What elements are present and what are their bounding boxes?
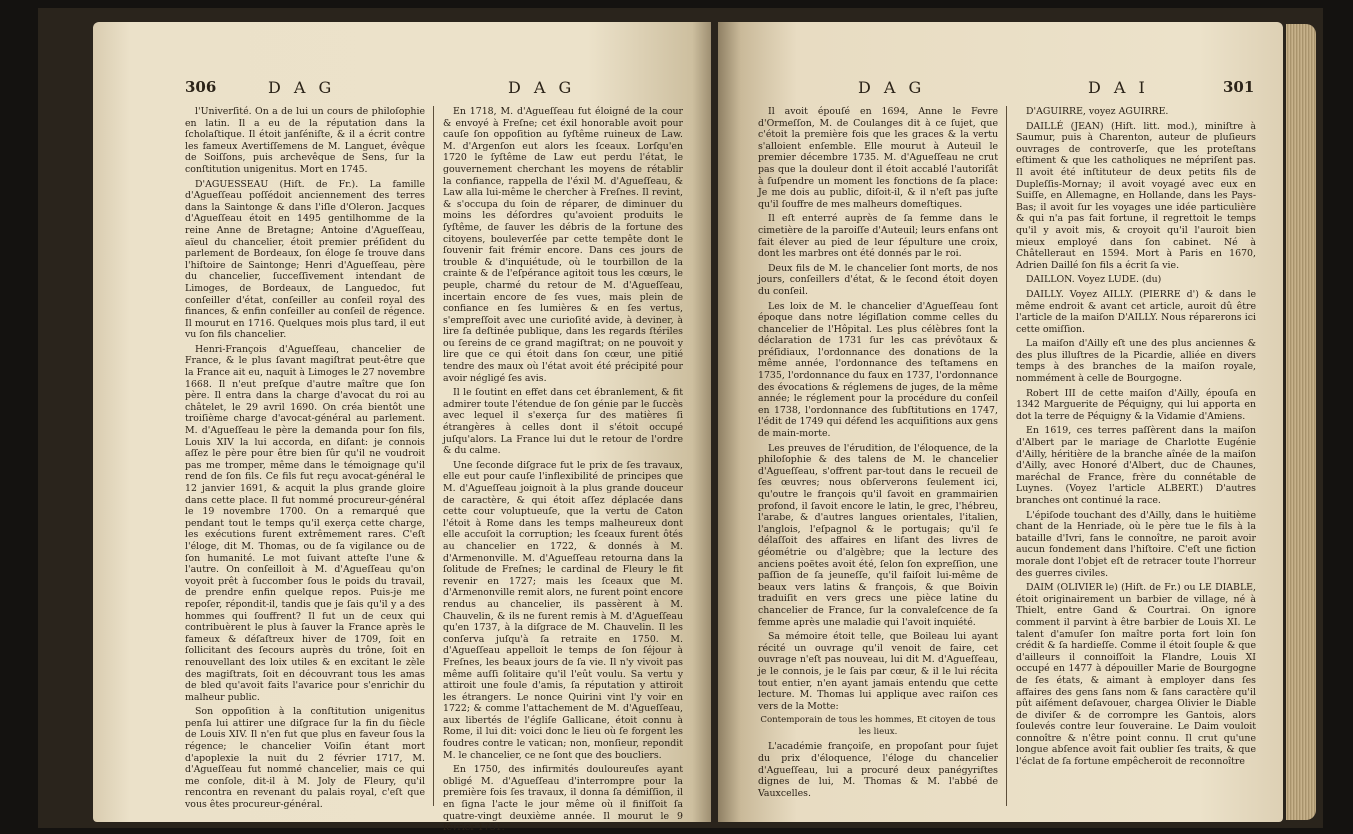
paragraph: Il avoit épouſé en 1694, Anne le Fevre d'Ormeſſon, M. de Coulanges dit à ce ſujet, que c'étoit la première fois que les graces & la vertu s'alloient enſemble. Elle mourut à Auteuil le premier décembre 1735. M. d'Agueſſeau ne crut pas que la douleur dont il étoit accablé l'autoriſât à ſuſpendre un moment les fonctions de ſa place: Je me dois au public, diſoit-il, & il n'eſt pas juſte qu'il ſouffre de mes malheurs domeſtiques.: [758, 106, 998, 210]
left-page: [93, 22, 711, 834]
right-page-header: [718, 78, 1283, 100]
paragraph: Les preuves de l'érudition, de l'éloquence, de la philoſophie & des talens de M. le chancelier d'Agueſſeau, s'offrent par-tout dans le recueil de ſes œuvres; nous obſerverons ſeulement ici, qu'outre le françois qu'il ſavoit en grammairien profond, il ſavoit encore le latin, le grec, l'hébreu, l'arabe, & d'autres langues orientales, l'italien, l'anglois, l'eſpagnol & le portugais; qu'il ſe délaſſoit des affaires en liſant des livres de géométrie ou d'algèbre; que la lecture des anciens poëtes avoit été, ſelon ſon expreſſion, une paſſion de ſa jeuneſſe, qu'il faiſoit lui-même de beaux vers latins & françois, & que Boivin traduiſit en vers grecs une pièce latine du chancelier de France, ſur la convaleſcence de ſa femme après une maladie qui l'avoit inquiété.: [758, 442, 998, 628]
paragraph: Il le ſoutint en effet dans cet ébranlement, & fit admirer toute l'étendue de ſon génie par le ſuccès avec lequel il s'exerça ſur des matières ſi étrangères à celles dont il s'étoit occupé juſqu'alors. La France lui dut le retour de l'ordre & du calme.: [443, 387, 683, 457]
paragraph: DAIM (OLIVIER le) (Hiſt. de Fr.) ou LE DIABLE, étoit originairement un barbier de village, né à Thielt, entre Gand & Courtrai. On ignore comment il parvint à être barbier de Louis XI. Le talent d'amuſer ſon maître porta fort loin ſon crédit & ſa hardieſſe. Comme il étoit ſouple & que d'ailleurs il connoiſſoit la Flandre, Louis XI occupé en 1477 à dépouiller Marie de Bourgogne de ſes états, & aimant à employer dans ſes affaires des gens ſans nom & ſans caractère qu'il pût aiſément deſavouer, chargea Olivier le Diable de diviſer & de corrompre les Gantois, alors ſoulevés contre leur ſouveraine. Le Daim vouloit connoître & n'être point connu. Il crut qu'une longue abſence avoit fait oublier ſes traits, & que l'éclat de ſa fortune empêcheroit de reconnoître: [1016, 582, 1256, 768]
paragraph: Sa mémoire étoit telle, que Boileau lui ayant récité un ouvrage qu'il venoit de faire, cet ouvrage n'eſt pas nouveau, lui dit M. d'Agueſſeau, je le connois, je le ſais par cœur, & il le lui récita tout entier, n'en ayant jamais entendu que cette lecture. M. Thomas lui applique avec raiſon ces vers de la Motte:: [758, 631, 998, 712]
paragraph: En 1750, des infirmités douloureuſes ayant obligé M. d'Agueſſeau d'interrompre pour la première fois ſes travaux, il donna ſa démiſſion, il en ſigna l'acte le jour même où il finiſſoit ſa quatre-vingt deuxième année. Il mourut le 9 février 1751.: [443, 764, 683, 834]
paragraph: Une ſeconde diſgrace fut le prix de ſes travaux, elle eut pour cauſe l'inflexibilité de principes que M. d'Agueſſeau joignoit à la plus grande douceur de caractère, & qui étoit aſſez déplacée dans cette cour voluptueuſe, que la vertu de Caton l'étoit à Rome dans les temps malheureux dont elle accuſoit la corruption; les ſceaux furent ôtés au chancelier en 1722, & donnés à M. d'Armenonville. M. d'Agueſſeau retourna dans la ſolitude de Freſnes; le cardinal de Fleury le fit revenir en 1727; mais les ſceaux que M. d'Armenonville remit alors, ne furent point encore rendus au chancelier, ils passèrent à M. Chauvelin, & ils ne furent remis à M. d'Agueſſeau qu'en 1737, à la diſgrace de M. Chauvelin. Il les conſerva juſqu'à ſa retraite en 1750. M. d'Agueſſeau appelloit le temps de ſon ſéjour à Freſnes, les beaux jours de ſa vie. Il n'y vivoit pas même auſſi ſolitaire qu'il l'eût voulu. Sa vertu y attiroit une foule d'amis, ſa réputation y attiroit les étrangers. Le nonce Quirini vint l'y voir en 1722; & comme l'attachement de M. d'Agueſſeau, aux libertés de l'égliſe Gallicane, étoit connu à Rome, il lui dit: voici donc le lieu où ſe forgent les foudres contre le vatican; non, monſieur, repondit M. le chancelier, ce ne ſont que des boucliers.: [443, 459, 683, 761]
column-rule: [1006, 106, 1007, 806]
paragraph: DAILLON. Voyez LUDE. (du): [1026, 274, 1162, 286]
paragraph: DAILLY. Voyez AILLY. (PIERRE d') & dans le même endroit & avant cet article, auroit dû être l'article de la maiſon D'AILLY. Nous réparerons ici cette omiſſion.: [1016, 288, 1256, 335]
paragraph: La maiſon d'Ailly eſt une des plus anciennes & des plus illuſtres de la Picardie, alliée en divers temps à des branches de la maiſon royale, nommément à celle de Bourgogne.: [1016, 338, 1256, 385]
paragraph: Les loix de M. le chancelier d'Agueſſeau ſont époque dans notre légiſlation comme celles du chancelier de l'Hôpital. Les plus célèbres ſont la déclaration de 1731 ſur les cas prévôtaux & préſidiaux, l'ordonnance des donations de la même année, l'ordonnance des teſtamens en 1735, l'ordonnance du faux en 1737, l'ordonnance des évocations & réglemens de juges, de la même année; le réglement pour la procédure du conſeil en 1738, l'ordonnance des ſubſtitutions en 1747, l'édit de 1749 qui défend les acquiſitions aux gens de main-morte.: [758, 300, 998, 440]
paragraph: En 1718, M. d'Agueſſeau fut éloigné de la cour & envoyé à Freſne; cet éxil honorable avoit pour cauſe ſon oppoſition au ſyſtême ruineux de Law. M. d'Argenſon eut alors les ſceaux. Lorſqu'en 1720 le ſyſtême de Law eut perdu l'état, le gouvernement cherchant les moyens de rétablir la confiance, rappella de l'éxil M. d'Agueſſeau, & Law alla lui-même le chercher à Freſnes. Il revint, & s'occupa du ſoin de réparer, de diminuer du moins les déſordres qu'avoient produits le ſyſtême, de ſauver les débris de la fortune des citoyens, bouleverſée par cette tempête dont le ſouvenir fait frémir encore. Dans ces jours de trouble & d'inquiétude, où le tourbillon de la crainte & de l'eſpérance agitoit tous les cœurs, le peuple, charmé du retour de M. d'Agueſſeau, incertain encore de ſes vues, mais plein de confiance en ſes lumières & en ſes vertus, s'empreſſoit avec une curioſité avide, à deviner, à lire ſa deſtinée publique, dans les regards ſtériles ou ſereins de ce grand magiſtrat; on ne pouvoit y lire que ce qui étoit dans ſon cœur, une pitié tendre des maux où l'état avoit été précipité pour avoir négligé ſes avis.: [443, 106, 683, 384]
paragraph: Henri-François d'Agueſſeau, chancelier de France, & le plus ſavant magiſtrat peut-être que la France ait eu, naquit à Limoges le 27 novembre 1668. Il n'eut preſque d'autre maître que ſon père. Il entra dans la charge d'avocat du roi au châtelet, le 29 avril 1690. On créa bientôt une troiſième charge d'avocat-général au parlement. M. d'Agueſſeau le père la demanda pour ſon fils, Louis XIV la lui accorda, en diſant: je connois aſſez le père pour être bien ſûr qu'il ne voudroit pas me tromper, même dans le témoignage qu'il rend de ſon fils. Ce fils fut reçu avocat-général le 12 janvier 1691, & acquit la plus grande gloire dans cette place. Il fut nommé procureur-général le 19 novembre 1700. On a remarqué que pendant tout le temps qu'il exerça cette charge, les exécutions furent extrêmement rares. C'eſt l'éloge, dit M. Thomas, ou de ſa vigilance ou de ſon humanité. Le mot ſuivant atteſte l'une & l'autre. On conſeilloit à M. d'Agueſſeau qu'on voyoit prêt à ſuccomber ſous le poids du travail, de prendre enfin quelque repos. Puis-je me repoſer, répondit-il, tandis que je ſais qu'il y a des hommes qui ſouffrent? Il fut un de ceux qui contribuèrent le plus à ſauver la France après le fameux & déſaſtreux hiver de 1709, ſoit en ſollicitant des ſecours auprès du trône, ſoit en renouvellant des loix utiles & en excitant le zèle des magiſtrats, ſoit en découvrant tous les amas de bled qu'avoit faits l'avarice pour s'enrichir du malheur public.: [185, 343, 425, 703]
paragraph: Deux fils de M. le chancelier ſont morts, de nos jours, conſeillers d'état, & le ſecond étoit doyen du conſeil.: [758, 262, 998, 297]
right-headword-left: D A G: [858, 78, 926, 97]
paragraph: Il eſt enterré auprès de ſa femme dans le cimetière de la paroiſſe d'Auteuil; leurs enfans ont fait élever au pied de leur ſépulture une croix, dont les marbres ont été donnés par le roi.: [758, 213, 998, 260]
left-headword-repeat: D A G: [508, 78, 576, 97]
left-column-1: [185, 106, 425, 811]
right-page: [718, 22, 1283, 822]
paragraph: Robert III de cette maiſon d'Ailly, épouſa en 1342 Marguerite de Péquigny, qui lui apporta en dot la terre de Péquigny & la Vidamie d'Amiens.: [1016, 387, 1256, 422]
paragraph: En 1619, ces terres paſſèrent dans la maiſon d'Albert par le mariage de Charlotte Eugénie d'Ailly, héritière de la branche aînée de la maiſon d'Ailly, avec Honoré d'Albert, duc de Chaunes, maréchal de France, frère du connétable de Luynes. (Voyez l'article ALBERT.) D'autres branches ont continué la race.: [1016, 425, 1256, 506]
column-rule: [433, 106, 434, 806]
right-headword-right: D A I: [1088, 78, 1149, 97]
left-headword: D A G: [268, 78, 336, 97]
right-column-1: [758, 106, 998, 806]
left-page-number: 306: [185, 78, 217, 96]
paragraph: L'académie françoiſe, en propoſant pour ſujet du prix d'éloquence, l'éloge du chancelier d'Agueſſeau, lui a procuré deux panégyriſtes dignes de lui, M. Thomas & M. l'abbé de Vauxcelles.: [758, 741, 998, 799]
paragraph: D'AGUESSEAU (Hiſt. de Fr.). La famille d'Agueſſeau poſſédoit anciennement des terres dans la Saintonge & dans l'iſle d'Oleron. Jacques d'Agueſſeau étoit en 1495 gentilhomme de la reine Anne de Bretagne; Antoine d'Agueſſeau, aïeul du chancelier, étoit premier préſident du parlement de Bordeaux, ſon éloge ſe trouve dans l'hiſtoire de Saintonge; Henri d'Agueſſeau, père du chancelier, ſucceſſivement intendant de Limoges, de Bordeaux, de Languedoc, fut conſeiller d'état, conſeiller au conſeil royal des finances, & enfin conſeiller au conſeil de régence. Il mourut en 1716. Quelques mois plus tard, il eut vu ſon fils chancelier.: [185, 178, 425, 341]
left-page-header: [93, 78, 711, 100]
paragraph: DAILLÉ (JEAN) (Hiſt. litt. mod.), miniſtre à Saumur, puis à Charenton, auteur de pluſieurs ouvrages de controverſe, que les proteſtans eſtiment & que les catholiques ne mépriſent pas. Il avoit été inſtituteur de deux petits fils de Dupleſſis-Mornay; il avoit voyagé avec eux en Suiſſe, en Allemagne, en Hollande, dans les Pays-Bas; il avoit ſur les voyages une idée particulière & qui n'a pas fait fortune, il regrettoit le temps qu'il y avoit mis, & croyoit qu'il l'auroit bien mieux employé dans ſon cabinet. Né à Châtelleraut en 1594. Mort à Paris en 1670, Adrien Daillé ſon fils a écrit ſa vie.: [1016, 120, 1256, 271]
paragraph: l'Univerſité. On a de lui un cours de philoſophie en latin. Il a eu de la réputation dans la ſcholaſtique. Il étoit janſéniſte, & il a écrit contre les fameux Avertiſſemens de M. Languet, évêque de Soiſſons, puis archevêque de Sens, ſur la conſtitution unigenitus. Mort en 1745.: [185, 106, 425, 175]
left-column-2: [443, 106, 683, 834]
paragraph: Son oppoſition à la conſtitution unigenitus penſa lui attirer une diſgrace ſur la fin du ſiècle de Louis XIV. Il n'en fut que plus en faveur ſous la régence; le chancelier Voiſin étant mort d'apoplexie la nuit du 2 février 1717, M. d'Agueſſeau fut nommé chancelier, mais ce qui me conſole, dit-il à M. Joly de Fleury, qu'il rencontra en revenant du palais royal, c'eſt que vous êtes procureur-général.: [185, 706, 425, 811]
paragraph: D'AGUIRRE, voyez AGUIRRE.: [1026, 106, 1169, 117]
right-column-2: [1016, 106, 1256, 806]
right-page-number: 301: [1223, 78, 1255, 96]
quoted-verse: Contemporain de tous les hommes, Et citoyen de tous les lieux.: [760, 715, 996, 737]
open-book: [38, 8, 1323, 834]
page-edges: [1286, 24, 1316, 820]
paragraph: L'épiſode touchant des d'Ailly, dans le huitième chant de la Henriade, où le père tue le fils à la bataille d'Ivri, fans le connoître, ne paroit avoir aucun fondement dans l'hiſtoire. C'eſt une fiction morale dont l'objet eſt de retracer toute l'horreur des guerres civiles.: [1016, 509, 1256, 579]
